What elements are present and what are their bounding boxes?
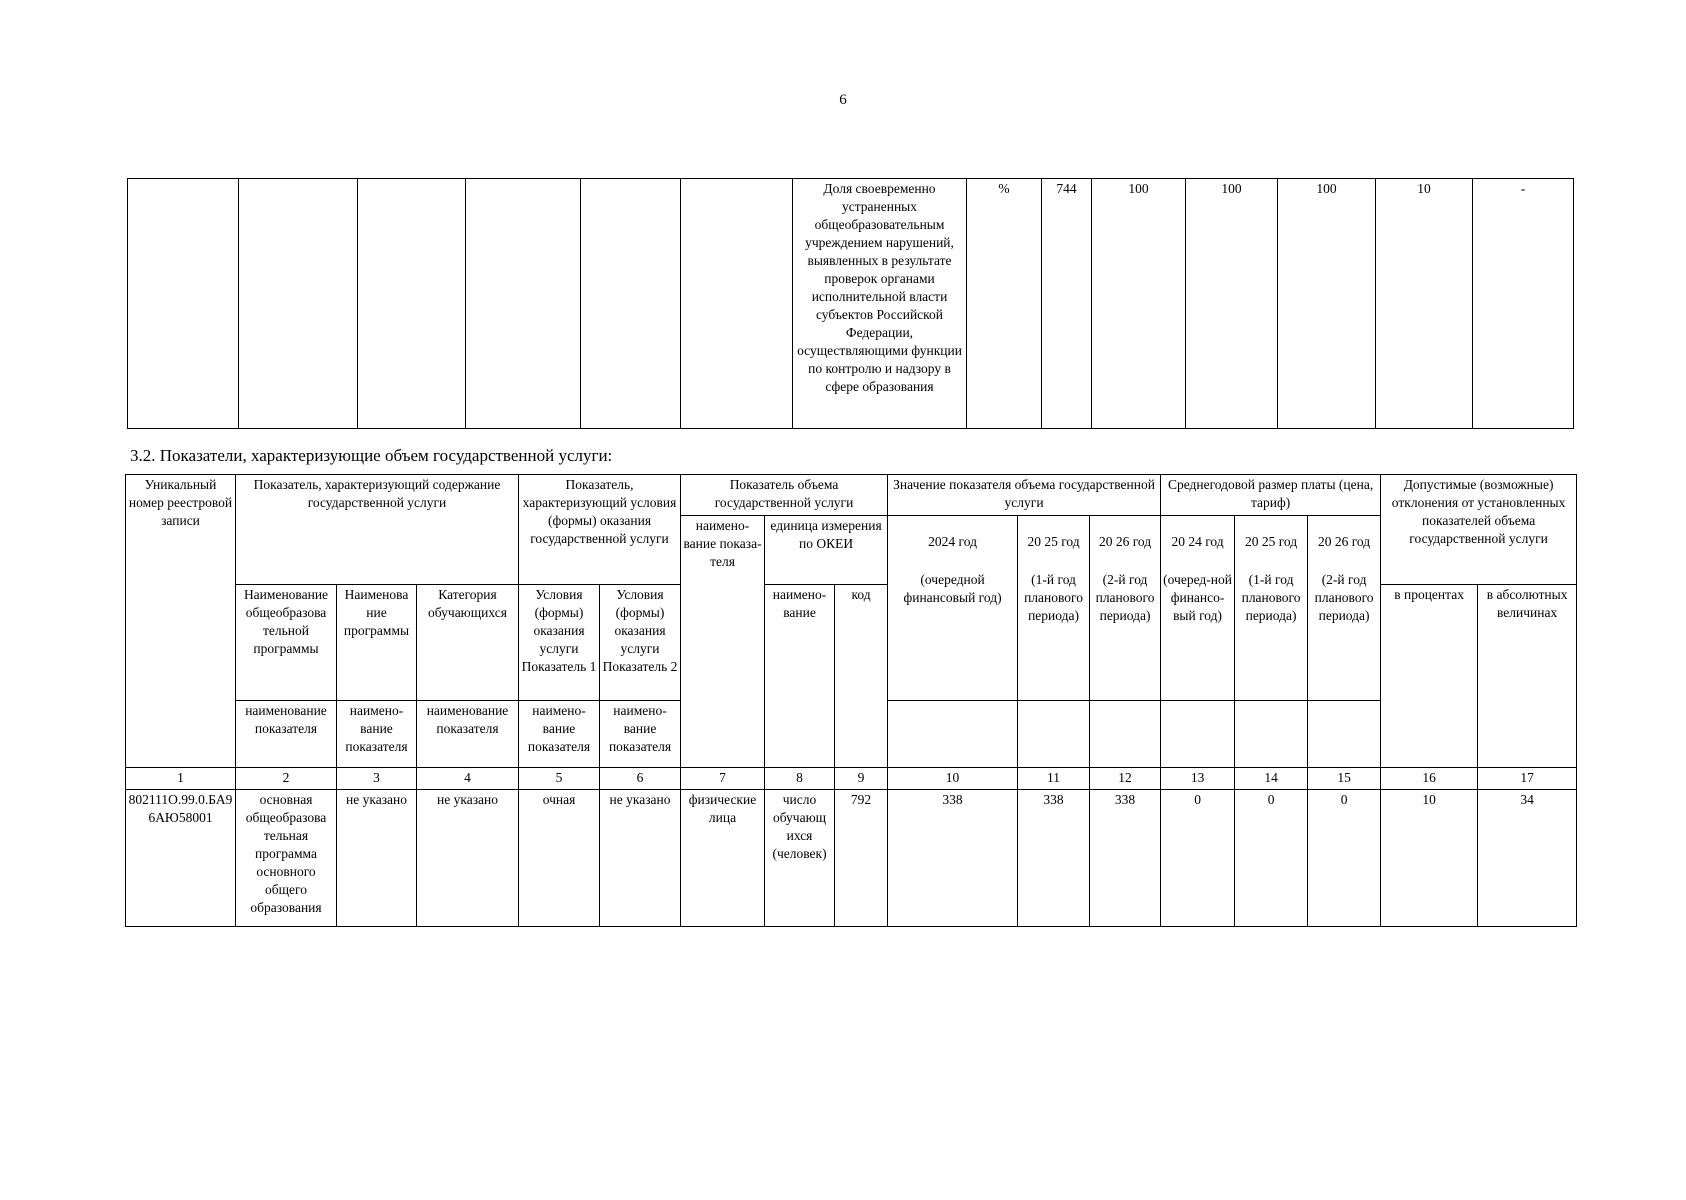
column-number: 15 [1308, 768, 1381, 790]
header-empty-cell [1308, 701, 1381, 768]
header-volume-indicator: Показатель объема государственной услуги [681, 475, 888, 516]
volume-indicators-table [125, 474, 1577, 927]
empty-cell [466, 179, 581, 429]
quality-indicator-name: Доля своевременно устраненных общеобразовательным учреждением нарушений, выявленных в результате проверок органами исполнительной власти субъектов Российской Федерации, осуществляющими функции по контролю и надзору в сфере образования [793, 179, 967, 429]
row-deviation-absolute: 34 [1478, 790, 1577, 927]
column-number: 4 [417, 768, 519, 790]
row-condition-1: очная [519, 790, 600, 927]
row-program-name: основная общеобразова тельная программа основного общего образования [236, 790, 337, 927]
quality-indicator-code: 744 [1042, 179, 1092, 429]
column-number: 7 [681, 768, 765, 790]
header-fee-2026 [1308, 516, 1381, 701]
row-value-2025: 338 [1018, 790, 1090, 927]
year-2025-note: (1-й год планового периода) [1024, 572, 1083, 623]
empty-cell [358, 179, 466, 429]
row-value-2026: 338 [1090, 790, 1161, 927]
quality-deviation-percent: 10 [1376, 179, 1473, 429]
row-value-2024: 338 [888, 790, 1018, 927]
header-avg-fee: Среднегодовой размер платы (цена, тариф) [1161, 475, 1381, 516]
column-number: 17 [1478, 768, 1577, 790]
header-row-1 [126, 475, 1577, 516]
row-fee-2025: 0 [1235, 790, 1308, 927]
registry-number: 802111О.99.0.БА96АЮ58001 [126, 790, 236, 927]
header-fee-2024 [1161, 516, 1235, 701]
header-fee-2025 [1235, 516, 1308, 701]
row-deviation-percent: 10 [1381, 790, 1478, 927]
quality-indicator-unit: % [967, 179, 1042, 429]
quality-value-2025: 100 [1186, 179, 1278, 429]
header-in-percent: в процентах [1381, 584, 1478, 768]
year-2026-note: (2-й год планового периода) [1095, 572, 1155, 623]
row-indicator-name: физические лица [681, 790, 765, 927]
year-2024-note: (очередной финансовый год) [903, 572, 1002, 605]
empty-cell [128, 179, 239, 429]
header-year-2025 [1018, 516, 1090, 701]
page-number: 6 [839, 92, 847, 108]
quality-deviation-absolute: - [1473, 179, 1574, 429]
header-year-2024 [888, 516, 1018, 701]
column-number: 1 [126, 768, 236, 790]
column-number: 9 [835, 768, 888, 790]
column-number: 11 [1018, 768, 1090, 790]
fee-2026-note: (2-й год планового периода) [1314, 572, 1374, 623]
row-unit-name: число обучающ ихся (человек) [765, 790, 835, 927]
column-number: 14 [1235, 768, 1308, 790]
header-sub-indicator-name-2: наимено-вание показателя [337, 701, 417, 768]
fee-2024-label: 20 24 год [1171, 534, 1224, 549]
row-category: не указано [417, 790, 519, 927]
header-empty-cell [1090, 701, 1161, 768]
year-2024-label: 2024 год [928, 534, 977, 549]
header-empty-cell [1235, 701, 1308, 768]
header-unique-number: Уникальный номер реестровой записи [126, 475, 236, 768]
fee-2026-label: 20 26 год [1317, 534, 1371, 549]
header-condition-2: Условия (формы) оказания услуги Показатель 2 [600, 584, 681, 701]
empty-cell [581, 179, 681, 429]
column-number-row [126, 768, 1577, 790]
quality-indicators-continuation-table [127, 178, 1574, 429]
column-number: 12 [1090, 768, 1161, 790]
column-number: 8 [765, 768, 835, 790]
year-2026-label: 20 26 год [1098, 534, 1152, 549]
row-condition-2: не указано [600, 790, 681, 927]
table-row [126, 790, 1577, 927]
header-allowed-deviation: Допустимые (возможные) отклонения от установленных показателей объема государственной услуги [1381, 475, 1577, 585]
column-number: 6 [600, 768, 681, 790]
header-sub-indicator-name-4: наимено-вание показателя [519, 701, 600, 768]
column-number: 3 [337, 768, 417, 790]
header-unit-okei: единица измерения по ОКЕИ [765, 516, 888, 585]
header-student-category: Категория обучающихся [417, 584, 519, 701]
quality-value-2026: 100 [1278, 179, 1376, 429]
column-number: 16 [1381, 768, 1478, 790]
header-empty-cell [1018, 701, 1090, 768]
header-condition-1: Условия (формы) оказания услуги Показатель 1 [519, 584, 600, 701]
header-indicator-name: наимено-вание показа-теля [681, 516, 765, 768]
column-number: 5 [519, 768, 600, 790]
header-sub-indicator-name-5: наимено-вание показателя [600, 701, 681, 768]
header-conditions-indicator: Показатель, характеризующий условия (формы) оказания государственной услуги [519, 475, 681, 585]
header-empty-cell [888, 701, 1018, 768]
row-fee-2024: 0 [1161, 790, 1235, 927]
header-program-name: Наименование общеобразова тельной программы [236, 584, 337, 701]
header-in-absolute: в абсолютных величинах [1478, 584, 1577, 768]
column-number: 10 [888, 768, 1018, 790]
header-content-indicator: Показатель, характеризующий содержание государственной услуги [236, 475, 519, 585]
quality-value-2024: 100 [1092, 179, 1186, 429]
header-unit-name: наимено-вание [765, 584, 835, 768]
fee-2025-note: (1-й год планового периода) [1241, 572, 1301, 623]
empty-cell [681, 179, 793, 429]
section-title: 3.2. Показатели, характеризующие объем государственной услуги: [130, 446, 613, 465]
continuation-row [128, 179, 1574, 429]
column-number: 13 [1161, 768, 1235, 790]
fee-2025-label: 20 25 год [1244, 534, 1298, 549]
fee-2024-note: (очеред-ной финансо-вый год) [1163, 572, 1232, 623]
header-sub-indicator-name-1: наименование показателя [236, 701, 337, 768]
row-program: не указано [337, 790, 417, 927]
column-number: 2 [236, 768, 337, 790]
header-empty-cell [1161, 701, 1235, 768]
empty-cell [239, 179, 358, 429]
header-program: Наименова ние программы [337, 584, 417, 701]
header-sub-indicator-name-3: наименование показателя [417, 701, 519, 768]
row-fee-2026: 0 [1308, 790, 1381, 927]
header-unit-code: код [835, 584, 888, 768]
year-2025-label: 20 25 год [1027, 534, 1080, 549]
header-volume-value: Значение показателя объема государственной услуги [888, 475, 1161, 516]
header-year-2026 [1090, 516, 1161, 701]
row-unit-code: 792 [835, 790, 888, 927]
